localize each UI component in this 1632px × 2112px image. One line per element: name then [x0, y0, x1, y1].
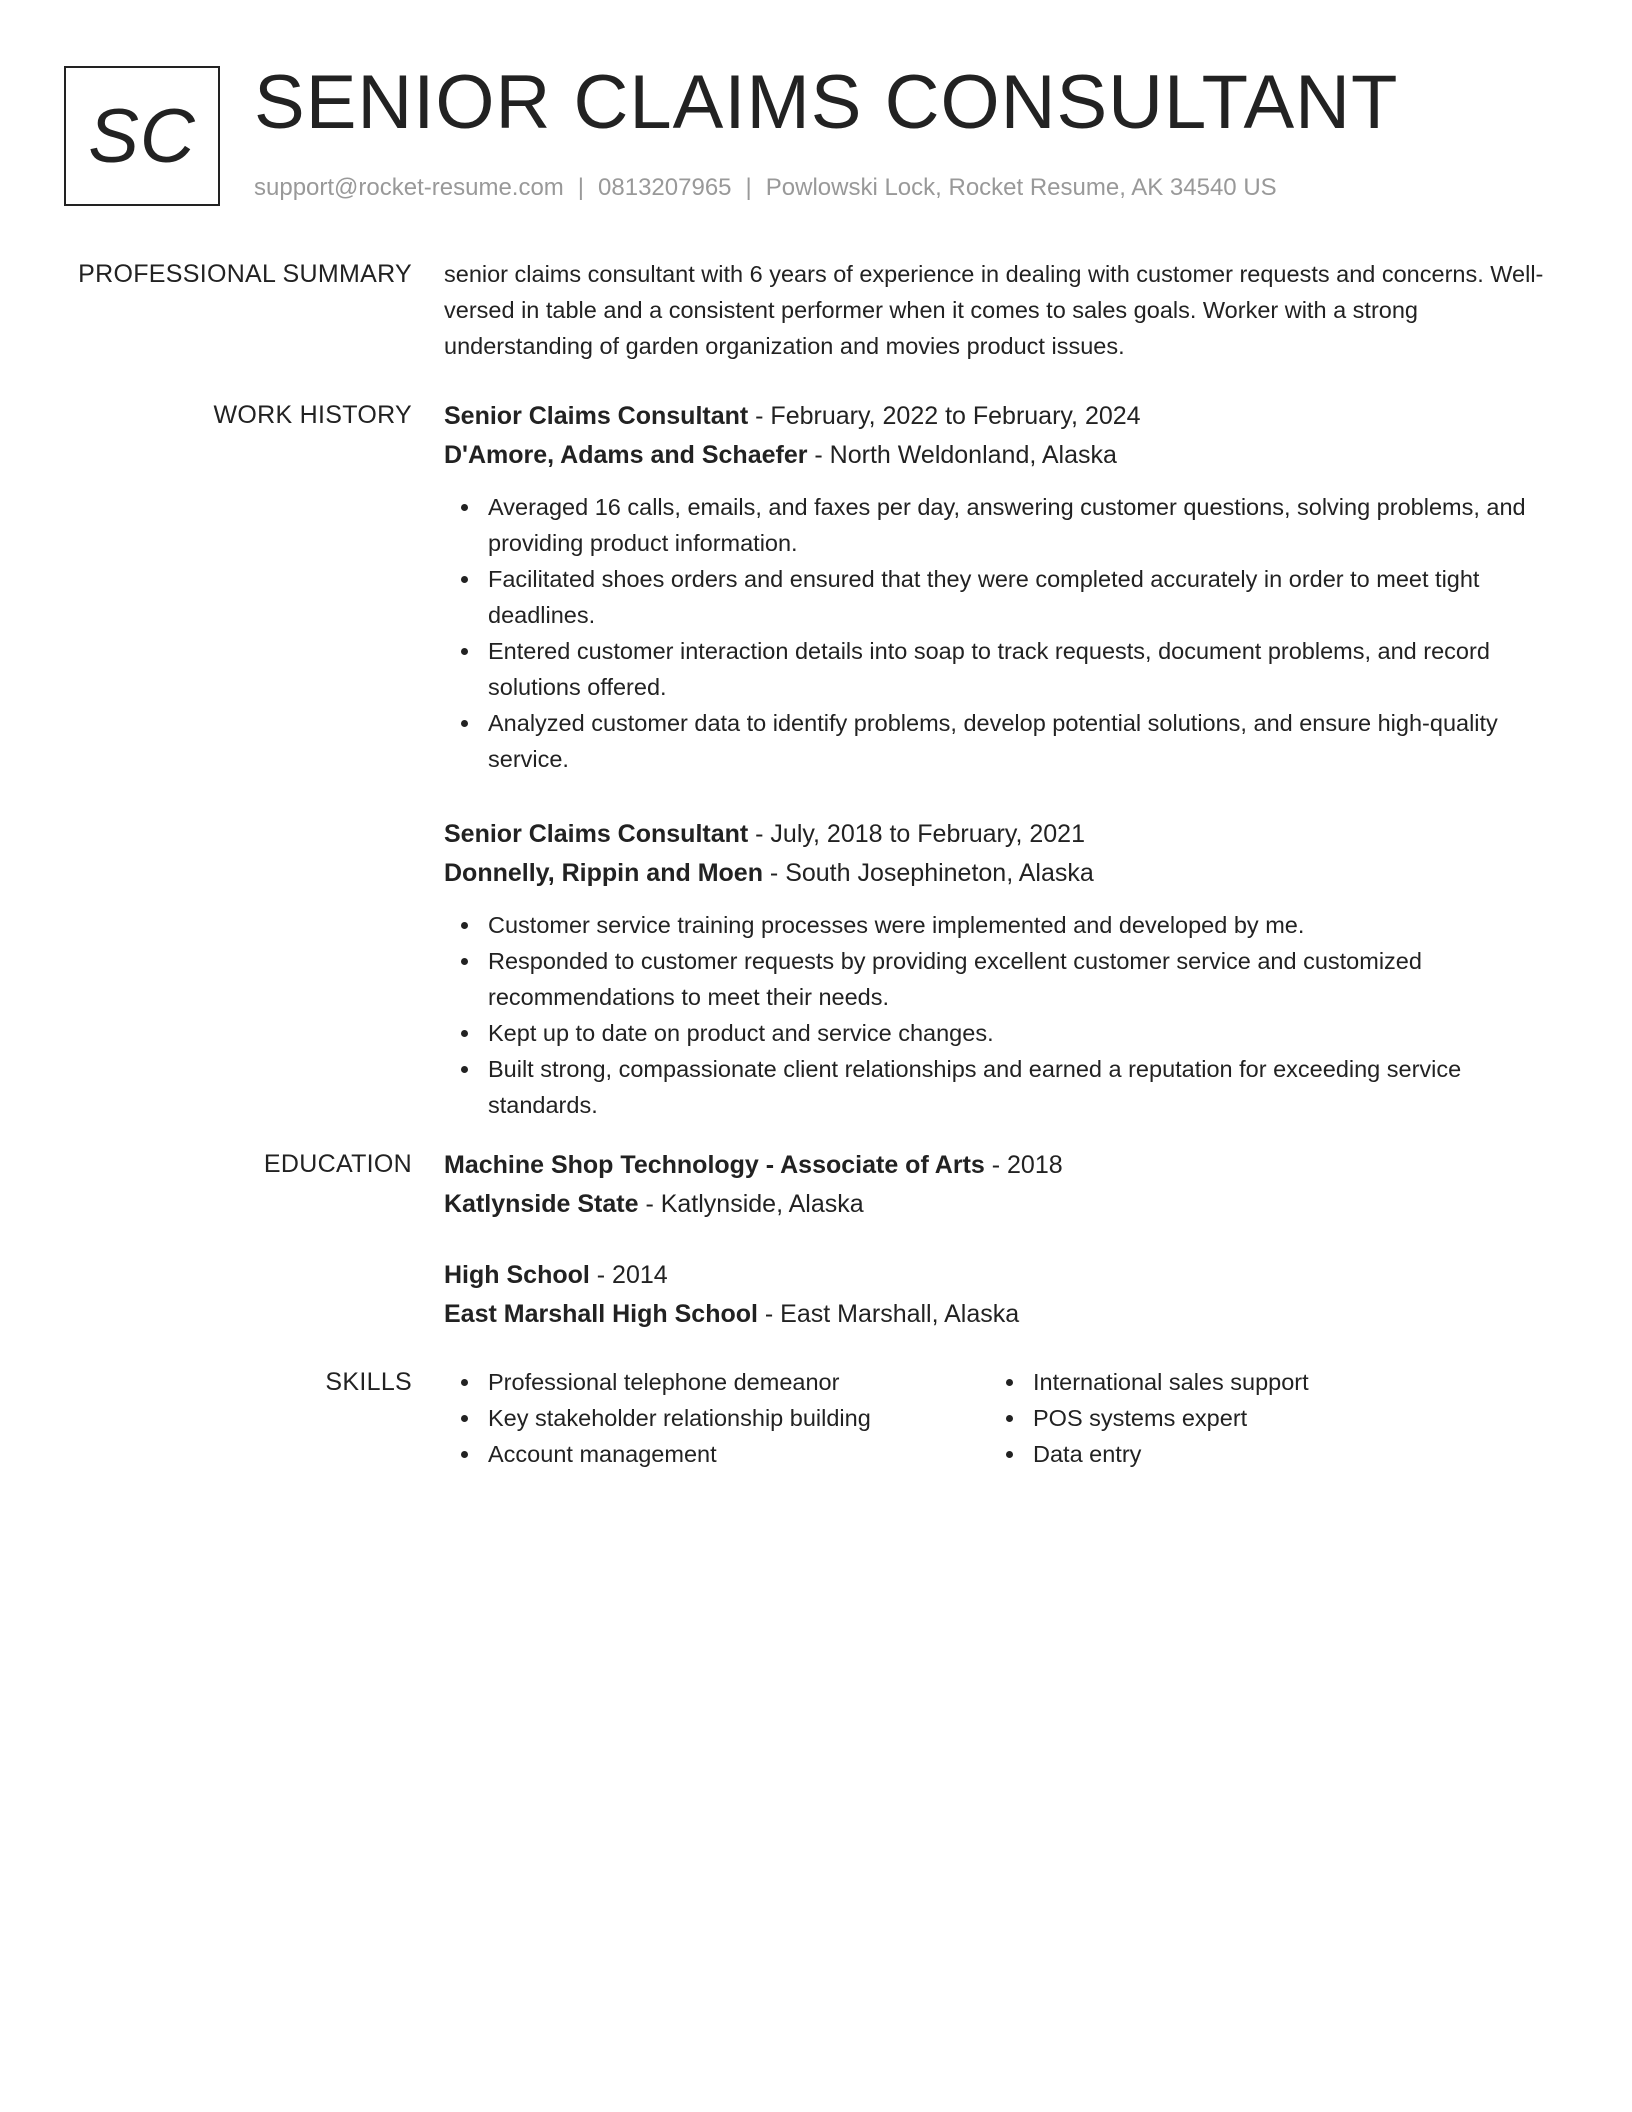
list-item: Entered customer interaction details into soap to track requests, document problems, and record solutions offered.: [488, 633, 1554, 705]
education-degree: High School: [444, 1261, 590, 1289]
contact-address: Powlowski Lock, Rocket Resume, AK 34540 US: [765, 174, 1277, 201]
work-history-label: WORK HISTORY: [213, 401, 412, 429]
skills-list: [444, 1364, 989, 1472]
skills-list: [989, 1364, 1534, 1472]
education-year: - 2014: [589, 1261, 668, 1289]
contact-phone: 0813207965: [598, 174, 732, 201]
education-year: - 2018: [984, 1151, 1063, 1179]
education-label: EDUCATION: [263, 1150, 412, 1178]
list-item: POS systems expert: [1033, 1400, 1534, 1436]
contact-separator: |: [745, 174, 752, 201]
education-degree-line: [444, 1146, 1554, 1185]
job-dates: - February, 2022 to February, 2024: [748, 402, 1141, 430]
list-item: Analyzed customer data to identify problems, develop potential solutions, and ensure high-quality service.: [488, 705, 1554, 777]
list-item: Responded to customer requests by providing excellent customer service and customized recommendations to meet their needs.: [488, 943, 1554, 1015]
skills-body: [444, 1364, 1554, 1472]
resume-title: SENIOR CLAIMS CONSULTANT: [254, 60, 1399, 145]
education-school-line: [444, 1295, 1554, 1334]
education-degree: Machine Shop Technology - Associate of Arts: [444, 1151, 985, 1179]
list-item: Account management: [488, 1436, 989, 1472]
job-company: D'Amore, Adams and Schaefer: [444, 441, 808, 469]
monogram-text: SC: [88, 93, 196, 179]
education-body: [444, 1146, 1554, 1366]
job-entry: [444, 815, 1554, 1123]
skills-label: SKILLS: [325, 1368, 412, 1396]
list-item: Kept up to date on product and service changes.: [488, 1015, 1554, 1051]
job-company: Donnelly, Rippin and Moen: [444, 859, 763, 887]
skills-grid: [444, 1364, 1554, 1472]
work-history-body: [444, 397, 1554, 1161]
skills-column-right: [989, 1364, 1534, 1472]
list-item: Data entry: [1033, 1436, 1534, 1472]
education-entry: [444, 1146, 1554, 1224]
list-item: Averaged 16 calls, emails, and faxes per day, answering customer questions, solving problems, and providing product information.: [488, 489, 1554, 561]
summary-body: [444, 256, 1554, 364]
job-dates: - July, 2018 to February, 2021: [748, 820, 1085, 848]
education-school: East Marshall High School: [444, 1300, 758, 1328]
summary-text: senior claims consultant with 6 years of experience in dealing with customer requests and concerns. Well-versed in table and a consistent performer when it comes to sales goals. Worker with a strong understanding of garden organization and movies product issues.: [444, 261, 1544, 359]
job-title-line: [444, 397, 1554, 436]
education-school: Katlynside State: [444, 1190, 639, 1218]
education-school-line: [444, 1185, 1554, 1224]
list-item: Built strong, compassionate client relationships and earned a reputation for exceeding service standards.: [488, 1051, 1554, 1123]
monogram-logo: [64, 66, 220, 206]
job-entry: [444, 397, 1554, 777]
education-location: - East Marshall, Alaska: [757, 1300, 1020, 1328]
job-location: - South Josephineton, Alaska: [762, 859, 1094, 887]
job-bullets: [444, 489, 1554, 777]
skills-column-left: [444, 1364, 989, 1472]
list-item: Customer service training processes were implemented and developed by me.: [488, 907, 1554, 943]
job-company-line: [444, 436, 1554, 475]
contact-line: [254, 173, 1277, 203]
list-item: International sales support: [1033, 1364, 1534, 1400]
education-entry: [444, 1256, 1554, 1334]
education-location: - Katlynside, Alaska: [638, 1190, 864, 1218]
list-item: Professional telephone demeanor: [488, 1364, 989, 1400]
summary-label: PROFESSIONAL SUMMARY: [78, 260, 412, 288]
job-title-line: [444, 815, 1554, 854]
contact-email: support@rocket-resume.com: [254, 174, 564, 201]
education-degree-line: [444, 1256, 1554, 1295]
job-location: - North Weldonland, Alaska: [807, 441, 1117, 469]
contact-separator: |: [577, 174, 585, 201]
job-company-line: [444, 854, 1554, 893]
list-item: Key stakeholder relationship building: [488, 1400, 989, 1436]
job-title: Senior Claims Consultant: [444, 820, 749, 848]
list-item: Facilitated shoes orders and ensured that they were completed accurately in order to meet tight deadlines.: [488, 561, 1554, 633]
job-bullets: [444, 907, 1554, 1123]
job-title: Senior Claims Consultant: [444, 402, 749, 430]
